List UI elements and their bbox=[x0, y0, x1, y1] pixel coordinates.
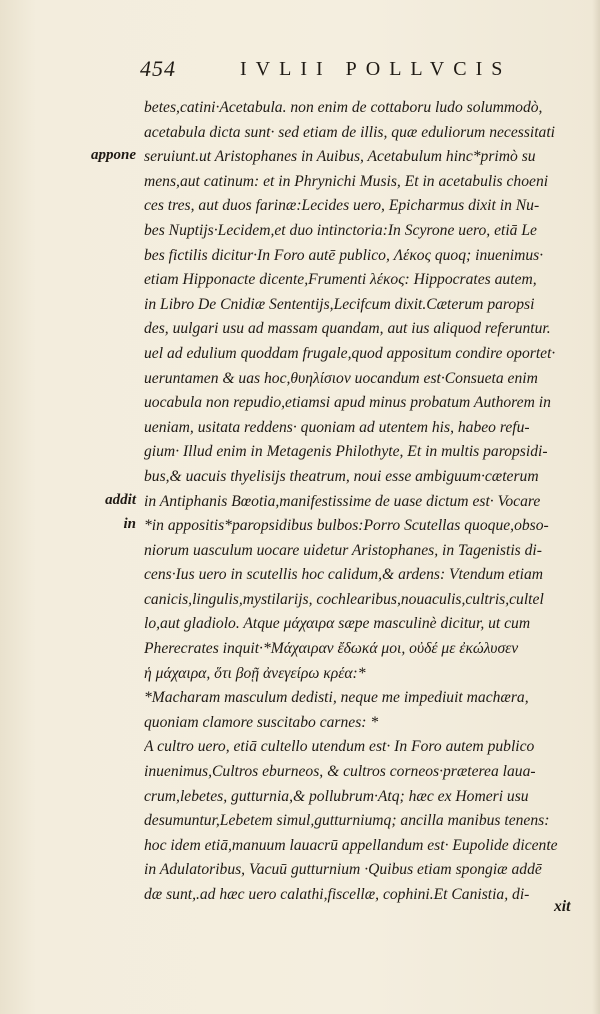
text-line: ueniam, usitata reddens· quoniam ad utentem his, habeo refu- bbox=[144, 418, 530, 436]
text-line: A cultro uero, etiā cultello utendum est· In Foro autem publico bbox=[144, 738, 535, 756]
page-header bbox=[0, 56, 600, 86]
text-line: canicis,lingulis,mystilarijs, cochlearibus,nouaculis,cultris,cultel bbox=[144, 590, 544, 608]
text-line: des, uulgari usu ad massam quandam, aut ius aliquod referuntur. bbox=[144, 320, 551, 338]
text-line: in Antiphanis Bœotia,manifestissime de uase dictum est· Vocare bbox=[144, 492, 541, 510]
text-line: *in appositis*paropsidibus bulbos:Porro Scutellas quoque,obso- bbox=[144, 517, 549, 535]
text-line: inuenimus,Cultros eburneos, & cultros corneos·præterea laua- bbox=[144, 763, 536, 781]
text-line: acetabula dicta sunt· sed etiam de illis, quæ eduliorum necessitati bbox=[144, 123, 556, 141]
page-number: 454 bbox=[140, 56, 176, 81]
text-line: ces tres, aut duos farinæ:Lecides uero, Epicharmus dixit in Nu- bbox=[144, 197, 540, 215]
text-line: in Adulatoribus, Vacuū gutturnium ·Quibus etiam spongiæ addē bbox=[144, 861, 542, 879]
text-line: bes Nuptijs·Lecidem,et duo intinctoria:In Scyrone uero, etiā Le bbox=[144, 221, 537, 239]
text-line: uel ad edulium quoddam frugale,quod appositum condire oportet· bbox=[144, 344, 556, 362]
text-line: niorum uasculum uocare uidetur Aristophanes, in Tagenistis di- bbox=[144, 541, 542, 559]
text-line: crum,lebetes, gutturnia,& pollubrum·Atq; hæc ex Homeri usu bbox=[144, 787, 529, 805]
text-line: uocabula non repudio,etiamsi apud minus probatum Authorem in bbox=[144, 394, 551, 412]
text-line: ἡ μάχαιρα, ὅτι βοῇ ἀνεγείρω κρέα:* bbox=[144, 664, 366, 682]
text-line: bus,& uacuis thyelisijs theatrum, noui esse ambiguum·cæterum bbox=[144, 467, 539, 485]
text-line: lo,aut gladiolo. Atque μάχαιρα sæpe masculinè dicitur, ut cum bbox=[144, 615, 531, 633]
text-line: betes,catini·Acetabula. non enim de cottaboru ludo solummodò, bbox=[144, 99, 543, 116]
text-line: dæ sunt,.ad hæc uero calathi,fiscellæ, cophini.Et Canistia, di- bbox=[144, 886, 530, 903]
text-line: gium· Illud enim in Metagenis Philothyte, Et in multis paropsidi- bbox=[144, 443, 548, 461]
margin-note: in bbox=[123, 516, 136, 533]
text-line: desumuntur,Lebetem simul,gutturniumq; ancilla manibus tenens: bbox=[144, 812, 550, 830]
text-line: cens·Ius uero in scutellis hoc calidum,& ardens: Vtendum etiam bbox=[144, 566, 544, 584]
text-line: quoniam clamore suscitabo carnes: * bbox=[144, 713, 379, 731]
page-edge-shadow bbox=[592, 0, 600, 1014]
text-line: bes fictilis dicitur·In Foro autē publico, Λέκος quoq; inuenimus· bbox=[144, 246, 544, 264]
running-title: IVLII POLLVCIS bbox=[240, 58, 512, 80]
text-line: seruiunt.ut Aristophanes in Auibus, Acetabulum hinc*primò su bbox=[144, 148, 536, 166]
text-line: ueruntamen & uas hoc,θυηλίσιον uocandum est·Consueta enim bbox=[144, 369, 538, 387]
text-line: hoc idem etiā,manuum lauacrū appellandum est· Eupolide dicente bbox=[144, 836, 558, 854]
margin-note: appone bbox=[91, 147, 136, 164]
text-line: etiam Hipponacte dicente,Frumenti λέκος: Hippocrates autem, bbox=[144, 271, 537, 289]
text-line: Pherecrates inquit·*Μάχαιραν ἔδωκά μοι, οὐδέ με ἐκώλυσεν bbox=[144, 640, 519, 658]
margin-note: addit bbox=[105, 491, 136, 508]
text-line: *Macharam masculum dedisti, neque me impediuit machæra, bbox=[144, 689, 529, 707]
text-line: mens,aut catinum: et in Phrynichi Musis, Et in acetabulis choeni bbox=[144, 172, 549, 190]
body-text bbox=[144, 96, 584, 908]
text-line: in Libro De Cnidiæ Sententijs,Lecifcum dixit.Cæterum paropsi bbox=[144, 295, 535, 313]
catchword: xit bbox=[554, 898, 571, 915]
